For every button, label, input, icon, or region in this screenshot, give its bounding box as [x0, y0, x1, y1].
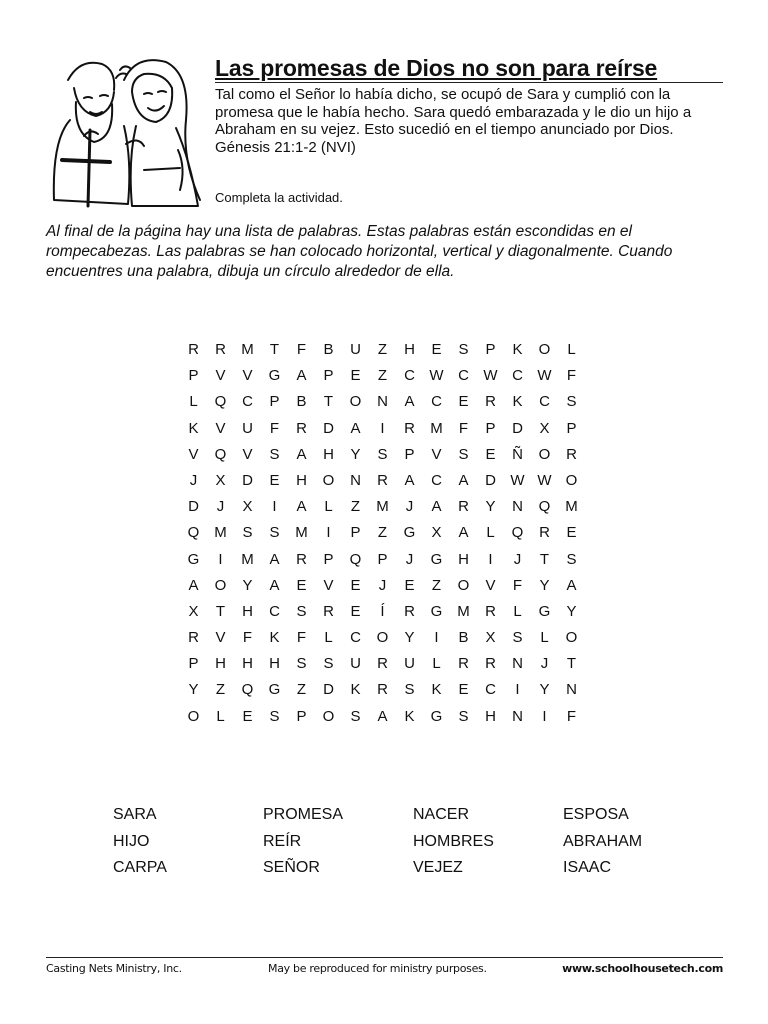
grid-letter[interactable]: Q [538, 498, 551, 516]
grid-letter[interactable]: X [188, 602, 199, 620]
grid-letter[interactable]: I [515, 681, 520, 699]
grid-letter[interactable]: J [513, 550, 522, 568]
grid-letter[interactable]: J [378, 576, 387, 594]
grid-letter[interactable]: B [296, 393, 307, 411]
grid-letter[interactable]: S [458, 707, 469, 725]
grid-letter[interactable]: C [431, 393, 442, 411]
grid-letter[interactable]: L [486, 524, 495, 542]
grid-letter[interactable]: K [350, 681, 361, 699]
grid-letter[interactable]: G [430, 602, 443, 620]
grid-letter[interactable]: R [377, 681, 388, 699]
grid-letter[interactable]: A [458, 524, 469, 542]
grid-letter[interactable]: P [323, 550, 334, 568]
grid-letter[interactable]: L [324, 629, 333, 647]
grid-letter[interactable]: M [295, 524, 308, 542]
grid-letter[interactable]: C [350, 629, 361, 647]
grid-letter[interactable]: K [512, 393, 523, 411]
grid-letter[interactable]: G [187, 550, 200, 568]
grid-letter[interactable]: Z [377, 341, 388, 358]
footer-rule [46, 957, 723, 958]
grid-letter[interactable]: A [296, 445, 307, 463]
grid-letter[interactable]: V [215, 629, 226, 647]
grid-letter[interactable]: H [323, 445, 334, 463]
grid-letter[interactable]: C [485, 681, 496, 699]
grid-letter[interactable]: M [457, 602, 470, 620]
grid-letter[interactable]: N [566, 681, 577, 699]
grid-letter[interactable]: F [296, 629, 307, 647]
grid-letter[interactable]: A [431, 498, 442, 516]
grid-letter[interactable]: Z [215, 681, 226, 699]
grid-letter[interactable]: H [242, 602, 253, 620]
grid-letter[interactable]: T [539, 550, 550, 568]
grid-letter[interactable]: L [432, 655, 441, 673]
grid-letter[interactable]: A [269, 576, 280, 594]
grid-letter[interactable]: F [566, 367, 577, 385]
grid-letter[interactable]: P [269, 393, 280, 411]
grid-letter[interactable]: T [323, 393, 334, 411]
grid-letter[interactable]: E [269, 471, 280, 489]
grid-letter[interactable]: G [430, 707, 443, 725]
grid-letter[interactable]: U [242, 419, 253, 437]
grid-letter[interactable]: V [485, 576, 496, 594]
grid-letter[interactable]: V [188, 445, 199, 463]
grid-letter[interactable]: D [512, 419, 523, 437]
grid-letter[interactable]: T [269, 341, 280, 358]
grid-letter[interactable]: M [241, 341, 254, 358]
grid-letter[interactable]: L [513, 602, 522, 620]
grid-letter[interactable]: Í [380, 602, 385, 620]
grid-letter[interactable]: I [326, 524, 331, 542]
grid-letter[interactable]: F [242, 629, 253, 647]
grid-letter[interactable]: C [431, 471, 442, 489]
grid-letter[interactable]: N [350, 471, 361, 489]
word-list-item: PROMESA [263, 806, 344, 823]
grid-letter[interactable]: R [188, 629, 199, 647]
grid-letter[interactable]: A [404, 471, 415, 489]
grid-letter[interactable]: I [380, 419, 385, 437]
grid-letter[interactable]: R [485, 602, 496, 620]
grid-letter[interactable]: S [269, 707, 280, 725]
grid-letter[interactable]: J [405, 550, 414, 568]
word-list-item: SARA [113, 806, 157, 823]
grid-letter[interactable]: O [187, 707, 200, 725]
grid-letter[interactable]: L [216, 707, 225, 725]
grid-letter[interactable]: E [431, 341, 442, 358]
grid-letter[interactable]: S [296, 655, 307, 673]
grid-letter[interactable]: Y [350, 445, 361, 463]
word-list-item: NACER [413, 806, 470, 823]
grid-letter[interactable]: H [458, 550, 469, 568]
title-underline-rule [215, 82, 723, 83]
abraham-and-sara-illustration [40, 50, 208, 208]
grid-letter[interactable]: C [242, 393, 253, 411]
word-list [113, 802, 713, 882]
grid-letter[interactable]: F [566, 707, 577, 725]
grid-letter[interactable]: O [322, 707, 335, 725]
word-list-item: ESPOSA [563, 806, 629, 823]
grid-letter[interactable]: X [215, 471, 226, 489]
grid-letter[interactable]: J [405, 498, 414, 516]
grid-letter[interactable]: P [188, 655, 199, 673]
grid-letter[interactable]: R [458, 498, 469, 516]
abraham-staff [88, 130, 90, 206]
grid-letter[interactable]: T [215, 602, 226, 620]
word-list-item: ISAAC [563, 859, 612, 876]
grid-letter[interactable]: I [218, 550, 223, 568]
word-list-item: ABRAHAM [563, 832, 643, 850]
page-title: Las promesas de Dios no son para reírse [215, 55, 658, 81]
grid-letter[interactable]: R [404, 419, 415, 437]
grid-letter[interactable]: H [242, 655, 253, 673]
grid-letter[interactable]: H [485, 707, 496, 725]
grid-letter[interactable]: C [458, 367, 469, 385]
grid-letter[interactable]: X [242, 498, 253, 516]
grid-letter[interactable]: H [404, 341, 415, 358]
grid-letter[interactable]: A [377, 707, 388, 725]
abraham-hair [68, 63, 114, 90]
grid-letter[interactable]: P [296, 707, 307, 725]
grid-letter[interactable]: O [457, 576, 470, 594]
grid-letter[interactable]: L [324, 498, 333, 516]
grid-letter[interactable]: R [323, 602, 334, 620]
word-list-item: HOMBRES [413, 832, 494, 850]
grid-letter[interactable]: P [404, 445, 415, 463]
grid-letter[interactable]: S [458, 445, 469, 463]
grid-letter[interactable]: D [323, 681, 334, 699]
grid-letter[interactable]: R [458, 655, 469, 673]
grid-letter[interactable]: S [296, 602, 307, 620]
word-list-item: CARPA [113, 859, 167, 876]
grid-letter[interactable]: A [566, 576, 577, 594]
grid-letter[interactable]: Y [404, 629, 415, 647]
grid-letter[interactable]: R [188, 341, 199, 358]
grid-letter[interactable]: Q [349, 550, 362, 568]
grid-letter[interactable]: Q [241, 681, 254, 699]
grid-letter[interactable]: S [566, 393, 577, 411]
grid-letter[interactable]: Y [188, 681, 199, 699]
footer-license-note: May be reproduced for ministry purposes. [268, 962, 487, 975]
grid-letter[interactable]: E [458, 681, 469, 699]
grid-letter[interactable]: O [538, 341, 551, 358]
grid-letter[interactable]: N [512, 498, 523, 516]
grid-letter[interactable]: Q [187, 524, 200, 542]
grid-letter[interactable]: I [272, 498, 277, 516]
grid-letter[interactable]: D [485, 471, 496, 489]
grid-letter[interactable]: V [323, 576, 334, 594]
grid-letter[interactable]: Y [485, 498, 496, 516]
grid-letter[interactable]: O [565, 629, 578, 647]
grid-letter[interactable]: B [323, 341, 334, 358]
grid-letter[interactable]: R [296, 419, 307, 437]
grid-letter[interactable]: S [269, 445, 280, 463]
grid-letter[interactable]: W [537, 471, 552, 489]
grid-letter[interactable]: A [458, 471, 469, 489]
grid-letter[interactable]: A [350, 419, 361, 437]
grid-letter[interactable]: O [538, 445, 551, 463]
grid-letter[interactable]: O [376, 629, 389, 647]
grid-letter[interactable]: Y [242, 576, 253, 594]
grid-letter[interactable]: G [268, 367, 281, 385]
grid-letter[interactable]: R [215, 341, 226, 358]
grid-letter[interactable]: L [189, 393, 198, 411]
grid-letter[interactable]: Z [377, 367, 388, 385]
grid-letter[interactable]: R [485, 393, 496, 411]
grid-letter[interactable]: C [404, 367, 415, 385]
grid-letter[interactable]: Q [214, 393, 227, 411]
grid-letter[interactable]: J [216, 498, 225, 516]
instructions: Al final de la página hay una lista de palabras. Estas palabras están escondidas en el rompecabezas. Las palabras se han colocado horizontal, vertical y diagonalmente. Cuando encuentres una palabra, dibuja un círculo alrededor de ella. [46, 223, 673, 280]
grid-letter[interactable]: G [430, 550, 443, 568]
grid-letter[interactable]: R [485, 655, 496, 673]
bible-verse: Tal como el Señor lo había dicho, se ocupó de Sara y cumplió con la promesa que le había hecho. Sara quedó embarazada y le dio un hijo a Abraham en su vejez. Esto sucedió en el tiempo anunciado por Dios. Génesis 21:1-2 (NVI) [215, 86, 692, 156]
grid-letter[interactable]: S [323, 655, 334, 673]
grid-letter[interactable]: Y [539, 576, 550, 594]
grid-letter[interactable]: W [510, 471, 525, 489]
word-search-grid [180, 337, 585, 730]
grid-letter[interactable]: Q [511, 524, 524, 542]
grid-letter[interactable]: M [430, 419, 443, 437]
sara-hand [126, 140, 144, 146]
grid-letter[interactable]: S [458, 341, 469, 358]
activity-prompt: Completa la actividad. [215, 190, 343, 205]
grid-letter[interactable]: L [540, 629, 549, 647]
grid-letter[interactable]: Z [377, 524, 388, 542]
grid-letter[interactable]: K [404, 707, 415, 725]
grid-letter[interactable]: X [485, 629, 496, 647]
word-list-item: VEJEZ [413, 859, 463, 876]
grid-letter[interactable]: W [537, 367, 552, 385]
grid-letter[interactable]: E [350, 602, 361, 620]
word-list-item: SEÑOR [263, 859, 320, 876]
grid-letter[interactable]: V [242, 445, 253, 463]
grid-letter[interactable]: R [377, 655, 388, 673]
grid-letter[interactable]: E [242, 707, 253, 725]
grid-letter[interactable]: C [512, 367, 523, 385]
grid-letter[interactable]: S [404, 681, 415, 699]
grid-letter[interactable]: S [269, 524, 280, 542]
grid-letter[interactable]: M [376, 498, 389, 516]
grid-letter[interactable]: O [214, 576, 227, 594]
grid-letter[interactable]: E [350, 367, 361, 385]
grid-letter[interactable]: Y [566, 602, 577, 620]
grid-letter[interactable]: S [242, 524, 253, 542]
grid-letter[interactable]: C [539, 393, 550, 411]
grid-letter[interactable]: X [539, 419, 550, 437]
word-list-item: HIJO [113, 832, 150, 850]
grid-letter[interactable]: A [296, 498, 307, 516]
grid-letter[interactable]: R [566, 445, 577, 463]
grid-letter[interactable]: E [458, 393, 469, 411]
grid-letter[interactable]: I [488, 550, 493, 568]
grid-letter[interactable]: D [188, 498, 199, 516]
grid-letter[interactable]: P [377, 550, 388, 568]
grid-letter[interactable]: N [377, 393, 388, 411]
grid-letter[interactable]: O [349, 393, 362, 411]
grid-letter[interactable]: F [269, 419, 280, 437]
grid-letter[interactable]: W [483, 367, 498, 385]
grid-letter[interactable]: P [350, 524, 361, 542]
grid-letter[interactable]: F [296, 341, 307, 358]
grid-letter[interactable]: S [350, 707, 361, 725]
grid-letter[interactable]: A [269, 550, 280, 568]
grid-letter[interactable]: K [269, 629, 280, 647]
sara-face [132, 74, 172, 122]
grid-letter[interactable]: P [485, 341, 496, 358]
grid-letter[interactable]: A [188, 576, 199, 594]
grid-letter[interactable]: G [538, 602, 551, 620]
grid-letter[interactable]: E [485, 445, 496, 463]
grid-letter[interactable]: H [215, 655, 226, 673]
word-list-item: REÍR [263, 832, 302, 850]
grid-letter[interactable]: H [269, 655, 280, 673]
grid-letter[interactable]: U [404, 655, 415, 673]
grid-letter[interactable]: G [403, 524, 416, 542]
grid-letter[interactable]: S [512, 629, 523, 647]
grid-letter[interactable]: V [215, 367, 226, 385]
grid-letter[interactable]: M [565, 498, 578, 516]
grid-letter[interactable]: D [242, 471, 253, 489]
grid-letter[interactable]: J [189, 471, 198, 489]
grid-letter[interactable]: Q [214, 445, 227, 463]
grid-letter[interactable]: Z [296, 681, 307, 699]
grid-letter[interactable]: C [269, 602, 280, 620]
grid-letter[interactable]: E [350, 576, 361, 594]
grid-letter[interactable]: W [429, 367, 444, 385]
grid-letter[interactable]: N [512, 655, 523, 673]
grid-letter[interactable]: P [566, 419, 577, 437]
grid-letter[interactable]: Y [539, 681, 550, 699]
grid-letter[interactable]: R [539, 524, 550, 542]
grid-letter[interactable]: R [404, 602, 415, 620]
grid-letter[interactable]: R [296, 550, 307, 568]
grid-letter[interactable]: M [241, 550, 254, 568]
grid-letter[interactable]: Z [350, 498, 361, 516]
grid-letter[interactable]: V [215, 419, 226, 437]
grid-letter[interactable]: I [542, 707, 547, 725]
grid-letter[interactable]: U [350, 655, 361, 673]
grid-letter[interactable]: A [404, 393, 415, 411]
grid-letter[interactable]: E [566, 524, 577, 542]
grid-letter[interactable]: F [458, 419, 469, 437]
footer-website: www.schoolhousetech.com [562, 962, 723, 975]
grid-letter[interactable]: U [350, 341, 361, 358]
grid-letter[interactable]: M [214, 524, 227, 542]
footer-publisher: Casting Nets Ministry, Inc. [46, 962, 182, 975]
grid-letter[interactable]: E [404, 576, 415, 594]
grid-letter[interactable]: D [323, 419, 334, 437]
grid-letter[interactable]: Ñ [512, 445, 523, 463]
grid-letter[interactable]: S [377, 445, 388, 463]
grid-letter[interactable]: N [512, 707, 523, 725]
grid-letter[interactable]: T [566, 655, 577, 673]
grid-letter[interactable]: V [242, 367, 253, 385]
grid-letter[interactable]: X [431, 524, 442, 542]
grid-letter[interactable]: P [188, 367, 199, 385]
grid-letter[interactable]: B [458, 629, 469, 647]
grid-letter[interactable]: L [567, 341, 576, 358]
grid-letter[interactable]: I [434, 629, 439, 647]
grid-letter[interactable]: K [431, 681, 442, 699]
grid-letter[interactable]: O [565, 471, 578, 489]
grid-letter[interactable]: J [540, 655, 549, 673]
grid-letter[interactable]: K [188, 419, 199, 437]
grid-letter[interactable]: R [377, 471, 388, 489]
grid-letter[interactable]: V [431, 445, 442, 463]
grid-letter[interactable]: E [296, 576, 307, 594]
grid-letter[interactable]: A [296, 367, 307, 385]
grid-letter[interactable]: G [268, 681, 281, 699]
grid-letter[interactable]: H [296, 471, 307, 489]
grid-letter[interactable]: F [512, 576, 523, 594]
grid-letter[interactable]: P [485, 419, 496, 437]
grid-letter[interactable]: Z [431, 576, 442, 594]
grid-letter[interactable]: P [323, 367, 334, 385]
abraham-face [74, 88, 114, 116]
grid-letter[interactable]: O [322, 471, 335, 489]
grid-letter[interactable]: S [566, 550, 577, 568]
grid-letter[interactable]: K [512, 341, 523, 358]
